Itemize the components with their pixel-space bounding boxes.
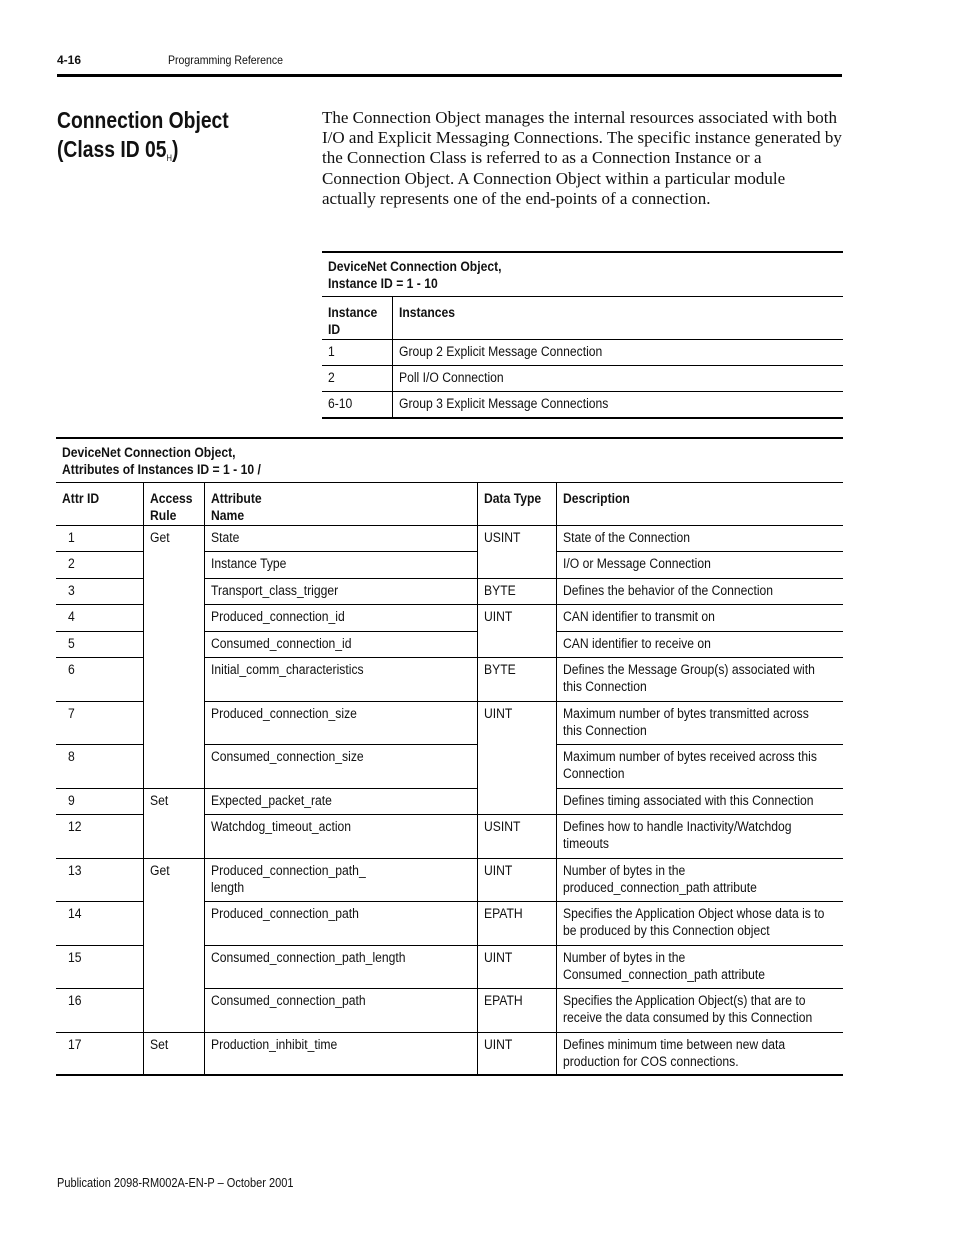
col-header-description: Description (556, 482, 843, 525)
col-header-access-rule: Access Rule (143, 482, 204, 525)
table-row (322, 339, 843, 365)
access-rule-cell: Set (143, 788, 204, 858)
attributes-table (56, 437, 843, 1076)
col-header-attribute-name: Attribute Name (204, 482, 477, 525)
table-row (56, 525, 843, 551)
attribute-name-cell: Produced_connection_id (204, 604, 477, 631)
data-type-cell: BYTE (477, 578, 556, 604)
attribute-name-cell: Transport_class_trigger (204, 578, 477, 604)
attributes-table-caption: DeviceNet Connection Object, Attributes of Instances ID = 1 - 10 / (56, 438, 843, 482)
attribute-name-cell: Consumed_connection_size (204, 744, 477, 788)
instances-table-caption: DeviceNet Connection Object, Instance ID = 1 - 10 (322, 252, 843, 296)
attribute-name-cell: Instance Type (204, 551, 477, 578)
description-cell: Specifies the Application Object whose data is to be produced by this Connection object (556, 901, 843, 945)
data-type-cell: UINT (477, 858, 556, 901)
data-type-cell: UINT (477, 701, 556, 814)
section-title-line2: (Class ID $05_H$) (57, 136, 179, 163)
attribute-name-cell: Expected_packet_rate (204, 788, 477, 814)
data-type-cell: USINT (477, 814, 556, 858)
attr-id-cell: 13 (56, 858, 143, 901)
col-header-data-type: Data Type (477, 482, 556, 525)
hex-subscript: H (166, 153, 173, 163)
attr-id-cell: 1 (56, 525, 143, 551)
attribute-name-cell: Produced_connection_size (204, 701, 477, 744)
intro-paragraph: The Connection Object manages the internal resources associated with both I/O and Explicit Messaging Connections. The specific instance generated by the Connection Class is referred to as a Connection Instance or a Connection Object. A Connection Object within a particular module actually represents one of the end-points of a connection. (322, 108, 842, 208)
table-row (56, 858, 843, 901)
table-row (322, 391, 843, 418)
description-cell: Maximum number of bytes transmitted across this Connection (556, 701, 843, 744)
attribute-name-cell: Produced_connection_path (204, 901, 477, 945)
attr-id-cell: 4 (56, 604, 143, 631)
attribute-name-cell: Consumed_connection_path_length (204, 945, 477, 988)
description-cell: CAN identifier to transmit on (556, 604, 843, 631)
description-cell: Defines minimum time between new data production for COS connections. (556, 1032, 843, 1075)
description-cell: Defines how to handle Inactivity/Watchdog timeouts (556, 814, 843, 858)
attribute-name-cell: Production_inhibit_time (204, 1032, 477, 1075)
attr-id-cell: 5 (56, 631, 143, 657)
data-type-cell: EPATH (477, 988, 556, 1032)
attribute-name-cell: Consumed_connection_id (204, 631, 477, 657)
instance-id-cell: 1 (322, 339, 392, 365)
col-header-instances: Instances (392, 296, 843, 339)
attribute-name-cell: Produced_connection_path_ length (204, 858, 477, 901)
description-cell: Maximum number of bytes received across this Connection (556, 744, 843, 788)
description-cell: Number of bytes in the produced_connection_path attribute (556, 858, 843, 901)
data-type-cell: UINT (477, 1032, 556, 1075)
data-type-cell: BYTE (477, 657, 556, 701)
instance-id-cell: 6-10 (322, 391, 392, 418)
running-header: Programming Reference (168, 53, 284, 67)
instance-name-cell: Group 2 Explicit Message Connection (392, 339, 843, 365)
description-cell: Defines the Message Group(s) associated with this Connection (556, 657, 843, 701)
col-header-attr-id: Attr ID (56, 482, 143, 525)
attr-id-cell: 16 (56, 988, 143, 1032)
description-cell: I/O or Message Connection (556, 551, 843, 578)
access-rule-cell: Get (143, 858, 204, 1032)
instance-name-cell: Poll I/O Connection (392, 365, 843, 391)
section-title-line1: Connection Object (57, 107, 229, 133)
attr-id-cell: 3 (56, 578, 143, 604)
access-rule-cell: Set (143, 1032, 204, 1075)
header-rule (57, 74, 842, 77)
attr-id-cell: 9 (56, 788, 143, 814)
description-cell: CAN identifier to receive on (556, 631, 843, 657)
col-header-instance-id: Instance ID (322, 296, 392, 339)
access-rule-cell: Get (143, 525, 204, 788)
data-type-cell: USINT (477, 525, 556, 578)
table-row (56, 788, 843, 814)
data-type-cell: UINT (477, 604, 556, 657)
instance-name-cell: Group 3 Explicit Message Connections (392, 391, 843, 418)
table-row (56, 1032, 843, 1075)
attr-id-cell: 6 (56, 657, 143, 701)
data-type-cell: EPATH (477, 901, 556, 945)
attr-id-cell: 2 (56, 551, 143, 578)
attr-id-cell: 8 (56, 744, 143, 788)
data-type-cell: UINT (477, 945, 556, 988)
attribute-name-cell: Initial_comm_characteristics (204, 657, 477, 701)
attr-id-cell: 12 (56, 814, 143, 858)
attribute-name-cell: Consumed_connection_path (204, 988, 477, 1032)
instance-id-cell: 2 (322, 365, 392, 391)
table-row (322, 365, 843, 391)
description-cell: State of the Connection (556, 525, 843, 551)
publication-footer: Publication 2098-RM002A-EN-P – October 2001 (57, 1176, 294, 1190)
attr-id-cell: 15 (56, 945, 143, 988)
page-number: 4-16 (57, 53, 82, 67)
instances-table (322, 251, 843, 419)
attribute-name-cell: Watchdog_timeout_action (204, 814, 477, 858)
description-cell: Defines the behavior of the Connection (556, 578, 843, 604)
attr-id-cell: 14 (56, 901, 143, 945)
description-cell: Defines timing associated with this Connection (556, 788, 843, 814)
description-cell: Specifies the Application Object(s) that are to receive the data consumed by this Connection (556, 988, 843, 1032)
description-cell: Number of bytes in the Consumed_connection_path attribute (556, 945, 843, 988)
attr-id-cell: 17 (56, 1032, 143, 1075)
attr-id-cell: 7 (56, 701, 143, 744)
section-title (57, 106, 229, 173)
attribute-name-cell: State (204, 525, 477, 551)
